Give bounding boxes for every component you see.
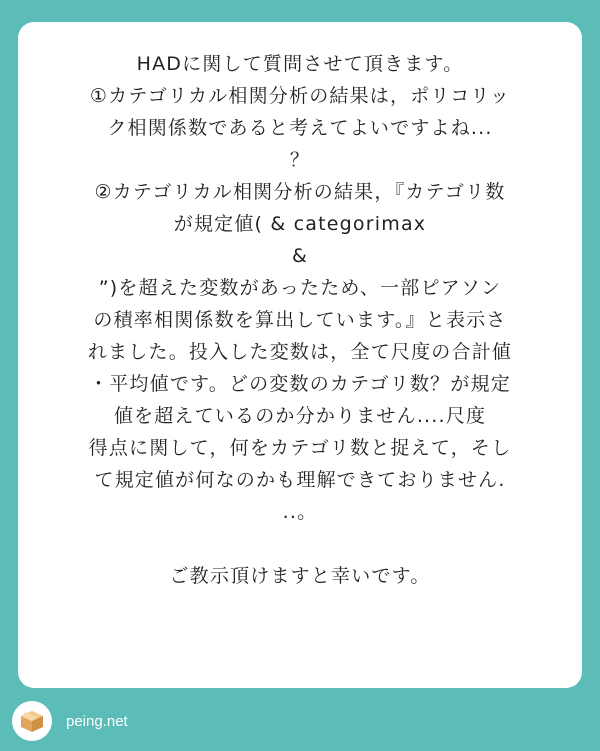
question-line: の積率相関係数を算出しています。』と表示さ xyxy=(93,309,507,331)
question-card xyxy=(18,22,582,688)
question-line: ①カテゴリカル相関分析の結果は，ポリコリッ xyxy=(89,85,511,107)
footer xyxy=(12,701,128,741)
question-line: ご教示頂けますと幸いです。 xyxy=(169,565,431,587)
question-line: ②カテゴリカル相関分析の結果，『カテゴリ数 xyxy=(94,181,506,203)
site-brand[interactable]: peing.net xyxy=(66,712,128,730)
question-line: ..。 xyxy=(282,501,318,523)
question-text xyxy=(48,48,552,592)
question-line: ”)を超えた変数があったため、一部ピアソン xyxy=(98,277,502,299)
cardboard-box-icon[interactable] xyxy=(12,701,52,741)
question-line: 値を超えているのか分かりません....尺度 xyxy=(113,405,487,427)
question-line: & xyxy=(291,245,309,267)
question-line: て規定値が何なのかも理解できておりません. xyxy=(94,469,506,491)
question-line: ・平均値です。どの変数のカテゴリ数？が規定 xyxy=(89,373,511,395)
question-line: れました。投入した変数は，全て尺度の合計値 xyxy=(87,341,513,363)
question-line: HADに関して質問させて頂きます。 xyxy=(136,53,464,75)
cardboard-box-icon-graphic xyxy=(18,707,46,735)
question-line: が規定値( & categorimax xyxy=(173,213,427,235)
blank-line xyxy=(48,528,552,560)
question-line: ク相関係数であると考えてよいですよね... xyxy=(107,117,493,139)
question-line: 得点に関して，何をカテゴリ数と捉えて，そし xyxy=(88,437,512,459)
question-line: ？ xyxy=(289,149,311,171)
